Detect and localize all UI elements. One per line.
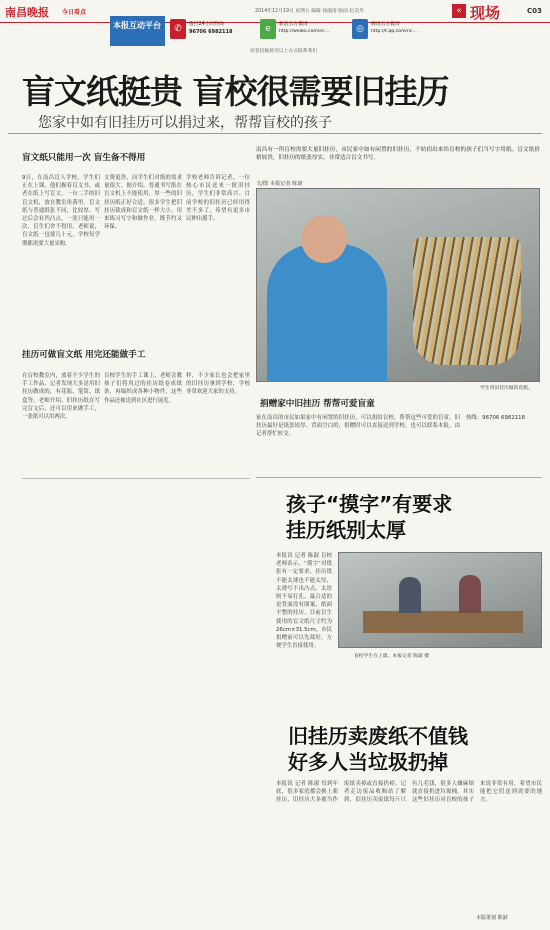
article4-title-line1: 旧挂历卖废纸不值钱 — [288, 724, 468, 748]
page-number: C03 — [527, 7, 542, 15]
photo-classroom-student — [399, 577, 421, 613]
qq-icon: ◎ — [352, 19, 368, 39]
article1-photo-caption: 学生用旧挂历做的花瓶。 — [480, 386, 533, 391]
ad-item-label: 腾讯官方微博 — [371, 22, 400, 27]
left-lower-rule — [22, 478, 250, 479]
masthead-sub: 今日看点 — [62, 9, 87, 16]
photo-classroom-student — [459, 575, 481, 613]
ad-item-weibo — [260, 19, 348, 41]
section-badge — [452, 2, 524, 22]
phone-icon: ✆ — [170, 19, 186, 39]
article3-body-cont — [338, 662, 542, 708]
photo-classroom-desk — [363, 611, 523, 633]
ad-item-number: http://weibo.com/nc... — [279, 29, 330, 34]
photo-vase — [413, 237, 521, 365]
article3-photo — [338, 552, 542, 648]
article1-body-6: 样，不少家长也会把家里的旧挂历拿到学校，学校非常欢迎大家的支持。 — [186, 373, 250, 396]
ad-item-hotline — [170, 19, 258, 41]
article1-body-2: 文费更贵，而学生们对纸的需求量很大。据介绍，普通书写纸在盲文机上不能使用，厚一些的旧挂历纸正好合适。很多学生把旧挂历裁成和盲文纸一样大小，用来练习写字和做作业，既节约又环保。 — [104, 175, 182, 231]
article3-title-line1: 孩子“摸字”有要求 — [286, 492, 453, 516]
article4-footer: 本版策划 陈淑 — [476, 915, 508, 921]
ad-item-number: 96706 6982118 — [189, 29, 233, 35]
ad-item-label: 拨打24小时热线 — [189, 22, 224, 27]
headline-subtitle: 您家中如有旧挂历可以捐过来，帮帮盲校的孩子 — [38, 115, 332, 131]
ad-item-label: 新浪官方微博 — [279, 22, 308, 27]
photo-person — [267, 244, 387, 382]
article1-body-4: 在盲校教室内，放着不少学生的手工作品，记者发现大多是用旧挂历做成的，有花瓶、笔筒、纸盒等。老师介绍，旧挂历纸在写完盲文后，还可以用来做手工，一张纸可以用两次。 — [22, 373, 100, 421]
article2-body: 家在南昌的市民如果家中有闲置的旧挂历，可以捐给盲校，帮帮这些可爱的盲童。旧挂历最好是纸张较厚、背面空白的，捐赠时可以直接送到学校，也可以联系本报，由记者帮忙转交。 — [256, 415, 460, 438]
article1-subhead-1: 盲文纸只能用一次 盲生备不得用 — [22, 153, 146, 163]
section-icon: « — [452, 4, 466, 18]
ad-item-number: http://t.qq.com/nc... — [371, 29, 417, 34]
section-title: 现场 — [470, 4, 501, 22]
page-header — [0, 0, 550, 54]
ad-footer: 读者投稿接受以上方式联系我们 — [250, 49, 318, 54]
article1-body-1: 9日，在南昌盲人学校，学生们正在上课，他们握着盲文书，或者在纸上写盲文。一台二手的旧盲文机，放在教室角落里。盲文纸与普通纸张不同，比较厚，写过后会有凹凸点，一张只能用一次，盲生们舍不得用。老师说，盲文纸一包要几十元，学校每学期都需要大量采购。 — [22, 175, 100, 247]
ad-block-title: 本报互动平台 — [110, 16, 165, 46]
article1-lead: 南昌有一所盲校需要大量旧挂历，市民家中如有闲置的旧挂历，不妨捐出来给盲校的孩子们当写字用纸。盲文纸价格较贵，旧挂历的纸张厚实，非常适合盲文书写。 — [256, 147, 540, 162]
article1-subhead-2: 挂历可做盲文纸 用完还能做手工 — [22, 350, 146, 360]
article2-rule — [256, 477, 542, 478]
photo-face — [301, 215, 347, 263]
article2-subhead: 捐赠家中旧挂历 帮帮可爱盲童 — [260, 399, 375, 409]
article3-photo-caption: 盲校学生在上课。本报记者 陈淑 摄 — [354, 654, 430, 659]
article1-body-3: 学校老师告诉记者，一位热心市民送来一批旧挂历，学生们非常高兴。目前学校的旧挂历已经用得差不多了，希望有更多市民伸出援手。 — [186, 175, 250, 223]
article4-body: 本报讯 记者 陈淑 每到年底，很多家庭都会换上新挂历，旧挂历大多被当作废纸卖掉或直接扔掉。记者走访废品收购站了解到，旧挂历卖废纸每斤只有几毛钱，很多人嫌麻烦就直接扔进垃圾桶。其实这些旧挂历对盲校的孩子来说非常有用，希望市民能把它们送到需要的地方。 — [276, 781, 542, 804]
article1-photo — [256, 188, 540, 382]
masthead: 南昌晚报 — [5, 6, 49, 19]
article1-byline: 文/图 本报记者 陈淑 — [256, 181, 303, 187]
ad-strip — [110, 16, 440, 46]
article3-body: 本报讯 记者 陈淑 盲校老师表示，“摸字”对纸张有一定要求，挂历纸不能太薄也不能太厚，太薄写不出凸点，太厚则不易打孔。最合适的是背面没有图案、纸面平整的挂历。目前盲生使用的盲文纸尺寸约为26cm×31.5cm，市民捐赠前可以先裁好，方便学生直接使用。 — [276, 553, 332, 650]
headline-rule — [8, 133, 542, 134]
article4-title-line2: 好多人当垃圾扔掉 — [288, 750, 448, 774]
weibo-icon: e — [260, 19, 276, 39]
headline: 盲文纸挺贵 盲校很需要旧挂历 — [22, 72, 449, 111]
article1-body-5: 盲校学生的手工课上，老师会教孩子们将用过的挂历纸卷成纸条，再编织成各种小物件，这些作品还被送到社区进行展览。 — [104, 373, 182, 404]
article3-title-line2: 挂历纸别太厚 — [286, 518, 406, 542]
dateline: 2014年12月19日 星期五 编辑 徐淑清 版面 赵美华 — [255, 9, 364, 14]
article2-hotline: 热线：96706 6982118 — [466, 415, 526, 421]
ad-item-qq — [352, 19, 440, 41]
